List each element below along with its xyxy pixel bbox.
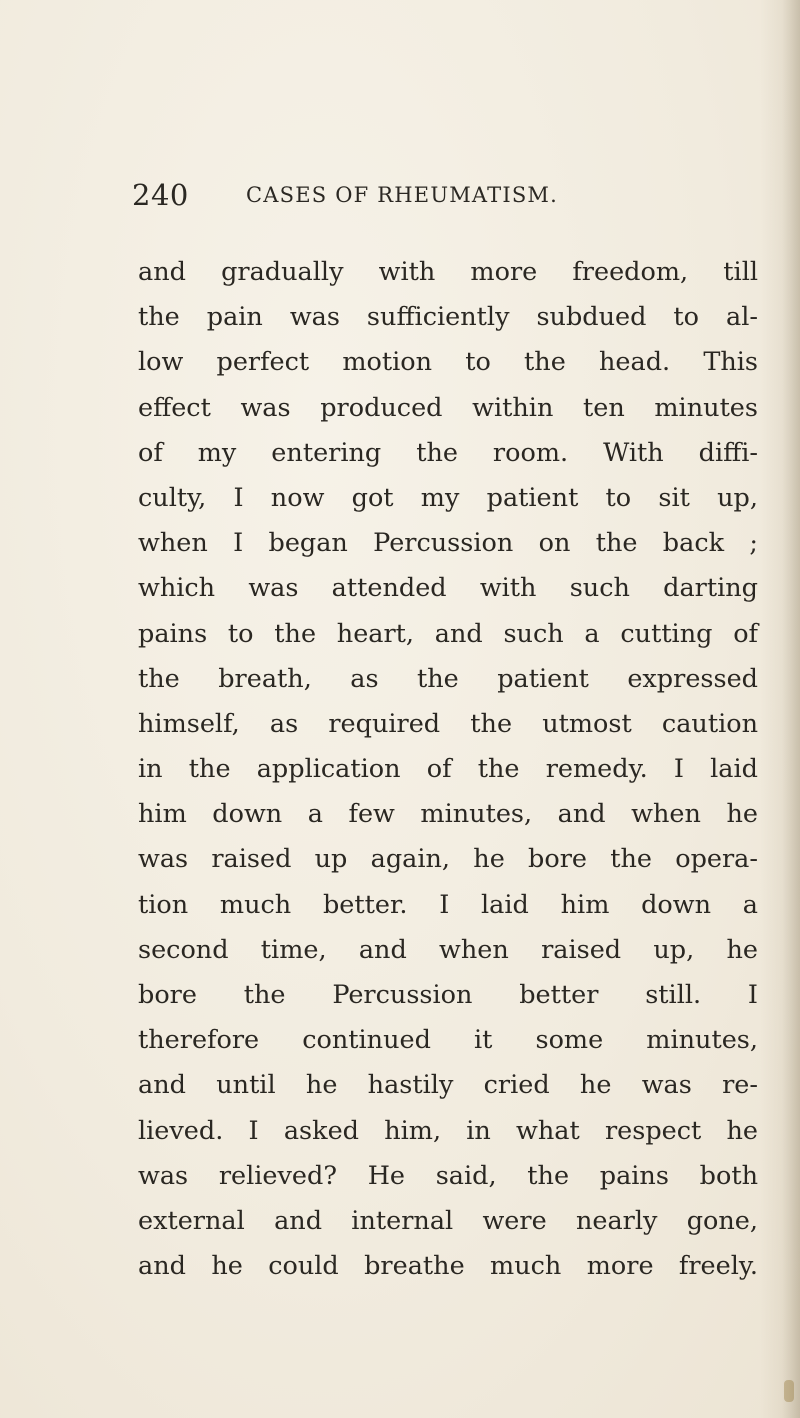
text-line: of my entering the room. With diffi- [138,437,758,468]
running-head: CASES OF RHEUMATISM. [246,183,559,207]
text-line: therefore continued it some minutes, [138,1025,758,1056]
text-line: when I began Percussion on the back ; [138,528,758,559]
body-text [138,250,758,1289]
page-edge-shadow [782,0,800,1418]
text-line: him down a few minutes, and when he [138,799,758,830]
text-line: the pain was sufficiently subdued to al- [138,302,758,333]
text-line: tion much better. I laid him down a [138,889,758,920]
paper-stain [784,1380,794,1402]
text-line: the breath, as the patient expressed [138,663,758,694]
text-line: second time, and when raised up, he [138,934,758,965]
text-line: himself, as required the utmost caution [138,708,758,739]
text-line: in the application of the remedy. I laid [138,754,758,785]
text-line: was raised up again, he bore the opera- [138,844,758,875]
text-line: which was attended with such darting [138,573,758,604]
page-number: 240 [132,178,189,212]
page-header [132,178,652,218]
text-line: lieved. I asked him, in what respect he [138,1115,758,1146]
text-line: and gradually with more freedom, till [138,257,758,287]
text-line: low perfect motion to the head. This [138,347,758,378]
text-line: and until he hastily cried he was re- [138,1070,758,1101]
text-line: pains to the heart, and such a cutting of [138,618,758,649]
text-line: was relieved? He said, the pains both [138,1160,758,1191]
text-line: and he could breathe much more freely. [138,1251,758,1282]
text-line: culty, I now got my patient to sit up, [138,482,758,513]
text-line: bore the Percussion better still. I [138,980,758,1010]
text-line: effect was produced within ten minutes [138,392,758,423]
text-line: external and internal were nearly gone, [138,1205,758,1236]
